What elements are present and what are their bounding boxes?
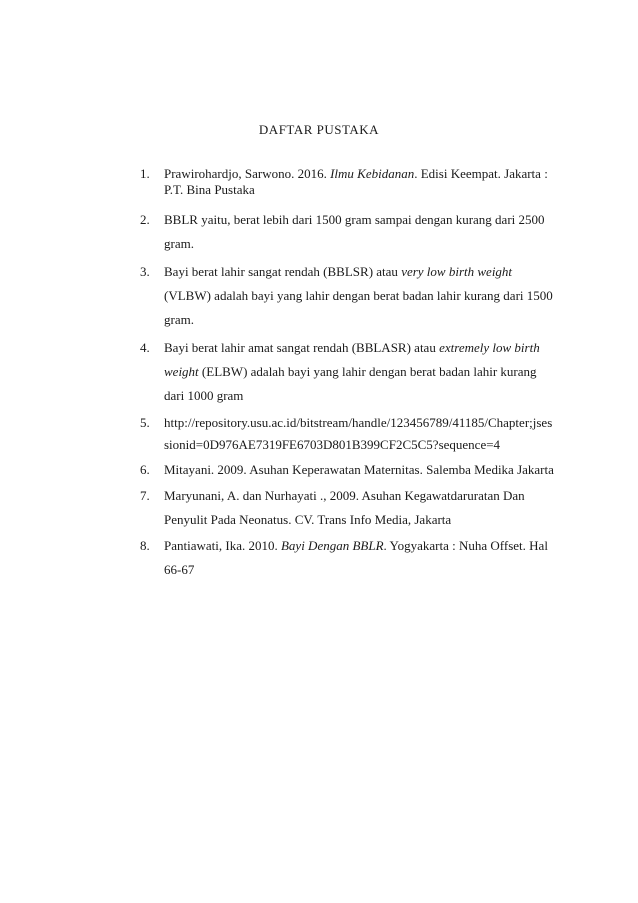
reference-text: BBLR yaitu, berat lebih dari 1500 gram sampai dengan kurang dari 2500 — [164, 212, 545, 227]
reference-item — [140, 336, 560, 408]
reference-list — [140, 166, 560, 582]
reference-text: gram. — [164, 312, 194, 327]
reference-item — [140, 260, 560, 332]
reference-number: 3. — [140, 264, 150, 279]
reference-line — [164, 558, 560, 582]
reference-italic-text: Bayi Dengan BBLR — [280, 538, 384, 553]
reference-text: gram. — [164, 236, 194, 251]
reference-line — [164, 166, 560, 182]
reference-italic-text: very low birth weight — [401, 264, 513, 279]
reference-line — [164, 508, 560, 532]
reference-item — [140, 412, 560, 456]
reference-line — [164, 360, 560, 384]
reference-line — [164, 484, 560, 508]
reference-text: . Yogyakarta : Nuha Offset. Hal — [383, 538, 548, 553]
reference-text: dari 1000 gram — [164, 388, 244, 403]
reference-line — [164, 208, 560, 232]
reference-line — [164, 260, 560, 284]
page-title: DAFTAR PUSTAKA — [258, 122, 380, 137]
reference-line — [164, 534, 560, 558]
reference-italic-text: extremely low birth — [439, 340, 540, 355]
reference-item — [140, 208, 560, 256]
reference-line — [164, 284, 560, 308]
reference-italic-text: weight — [164, 364, 199, 379]
reference-number: 6. — [140, 462, 150, 477]
reference-number: 8. — [140, 538, 150, 553]
reference-number: 1. — [140, 166, 150, 181]
reference-text: P.T. Bina Pustaka — [164, 182, 255, 197]
reference-line — [164, 412, 560, 434]
reference-line — [164, 384, 560, 408]
reference-line — [164, 232, 560, 256]
reference-item — [140, 534, 560, 582]
reference-text: Mitayani. 2009. Asuhan Keperawatan Maternitas. Salemba Medika Jakarta — [164, 462, 554, 477]
reference-text: Bayi berat lahir amat sangat rendah (BBLASR) atau — [164, 340, 440, 355]
reference-text: 66-67 — [164, 562, 195, 577]
reference-text: http://repository.usu.ac.id/bitstream/handle/123456789/41185/Chapter;jses — [164, 415, 553, 430]
reference-number: 7. — [140, 488, 150, 503]
reference-text: sionid=0D976AE7319FE6703D801B399CF2C5C5?sequence=4 — [164, 437, 501, 452]
reference-text: (ELBW) adalah bayi yang lahir dengan berat badan lahir kurang — [198, 364, 537, 379]
reference-text: (VLBW) adalah bayi yang lahir dengan berat badan lahir kurang dari 1500 — [164, 288, 553, 303]
reference-number: 5. — [140, 415, 150, 430]
reference-text: . Edisi Keempat. Jakarta : — [414, 166, 548, 181]
reference-italic-text: Ilmu Kebidanan — [330, 166, 415, 181]
reference-text: Penyulit Pada Neonatus. CV. Trans Info Media, Jakarta — [164, 512, 452, 527]
reference-line — [164, 308, 560, 332]
reference-text: Bayi berat lahir sangat rendah (BBLSR) atau — [164, 264, 402, 279]
reference-line — [164, 182, 560, 198]
reference-line — [164, 458, 560, 482]
reference-line — [164, 336, 560, 360]
reference-number: 4. — [140, 340, 150, 355]
reference-text: Prawirohardjo, Sarwono. 2016. — [164, 166, 331, 181]
reference-item — [140, 484, 560, 532]
reference-number: 2. — [140, 212, 150, 227]
reference-text: Pantiawati, Ika. 2010. — [164, 538, 281, 553]
reference-text: Maryunani, A. dan Nurhayati ., 2009. Asuhan Kegawatdaruratan Dan — [164, 488, 525, 503]
reference-item — [140, 166, 560, 198]
reference-line — [164, 434, 560, 456]
reference-item — [140, 458, 560, 482]
